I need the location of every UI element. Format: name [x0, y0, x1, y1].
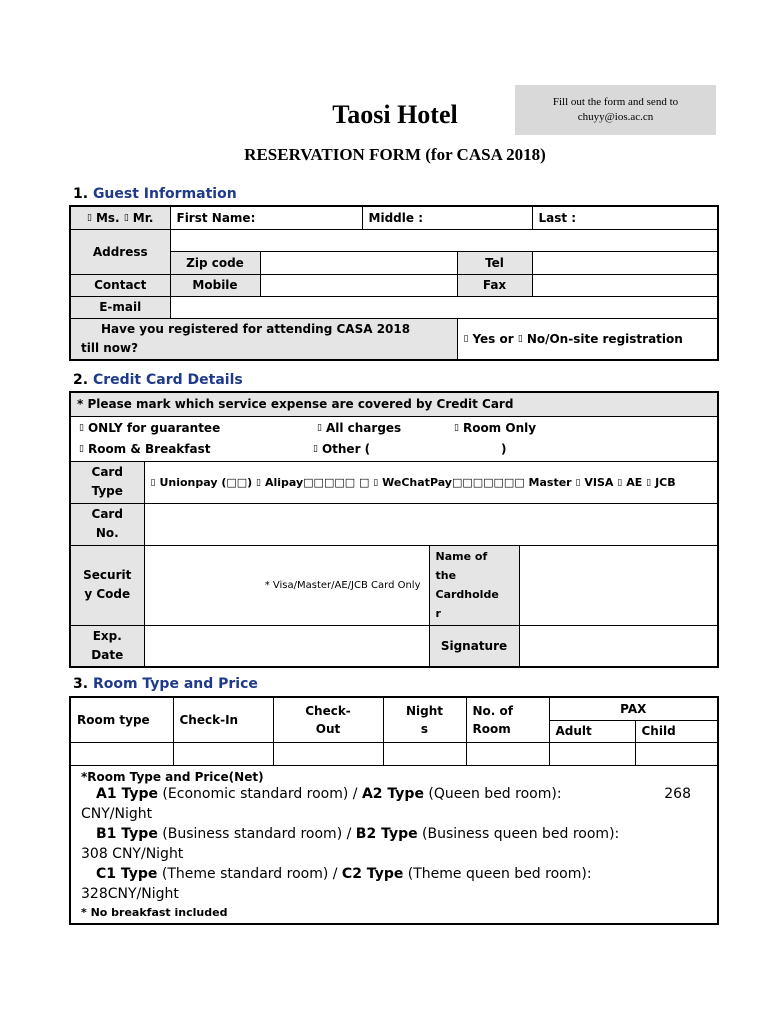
checkbox-icon[interactable]: ▯ [454, 423, 459, 433]
card-type-line1: Card [91, 465, 123, 479]
middle-name-field[interactable]: Middle : [362, 206, 532, 229]
note-email: chuyy@ios.ac.cn [577, 111, 654, 123]
section-title: Guest Information [92, 186, 237, 202]
checkbox-icon[interactable]: ▯ [256, 477, 261, 488]
registered-answer[interactable] [457, 318, 718, 360]
form-title: RESERVATION FORM (for CASA 2018) [244, 145, 546, 164]
b-price: 308 CNY/Night [81, 845, 184, 862]
price-b [81, 824, 707, 864]
room-type-input[interactable] [70, 742, 173, 765]
c2-type: C2 Type [341, 865, 404, 882]
check-in-input[interactable] [173, 742, 273, 765]
checkbox-icon[interactable]: ▯ [79, 423, 84, 433]
fax-label: Fax [457, 274, 532, 296]
holder-line1: Name of [435, 550, 488, 563]
checkbox-icon[interactable]: ▯ [79, 444, 84, 454]
mobile-label: Mobile [170, 274, 260, 296]
holder-line2: the [435, 569, 457, 582]
guest-info-table [69, 205, 719, 361]
child-input[interactable] [635, 742, 718, 765]
no-room-input[interactable] [466, 742, 549, 765]
registered-question [70, 318, 457, 360]
card-no-label [70, 503, 144, 545]
card-type-unionpay: Unionpay (□□) [159, 475, 253, 489]
section-2-heading [73, 372, 243, 388]
price-c [81, 864, 707, 904]
b2-type: B2 Type [355, 825, 418, 842]
option-label: ONLY for guarantee [87, 420, 221, 435]
option-room-breakfast[interactable] [79, 442, 210, 456]
section-number: 1. [73, 186, 89, 202]
option-label: Other ( [321, 441, 371, 456]
c1-type: C1 Type [96, 865, 158, 882]
mark-note: * Please mark which service expense are covered by Credit Card [70, 392, 718, 416]
price-a [81, 784, 707, 824]
a1-desc: (Economic standard room) / [157, 785, 362, 802]
option-label: All charges [325, 420, 402, 435]
no-room-line2: Room [472, 721, 511, 736]
checkbox-icon[interactable]: ▯ [123, 213, 129, 224]
email-label: E-mail [70, 296, 170, 318]
checkbox-icon[interactable]: ▯ [150, 477, 156, 488]
card-type-options[interactable] [144, 461, 718, 503]
expense-options [70, 416, 718, 461]
room-table [69, 696, 719, 925]
exp-line1: Exp. [92, 628, 122, 643]
card-type-line2: Type [91, 484, 123, 498]
zip-field[interactable] [260, 251, 457, 274]
checkbox-icon[interactable]: ▯ [646, 477, 652, 488]
first-name-field[interactable]: First Name: [170, 206, 362, 229]
c2-desc: (Theme queen bed room): [403, 865, 592, 882]
checkbox-icon[interactable]: ▯ [463, 334, 469, 345]
adult-header: Adult [549, 720, 635, 742]
breakfast-note: * No breakfast included [81, 905, 228, 919]
cardholder-name-field[interactable] [519, 545, 718, 625]
c-price: 328CNY/Night [81, 885, 179, 902]
note-line-1: Fill out the form and send to [552, 96, 679, 108]
pax-header: PAX [549, 697, 718, 720]
a-price-unit: CNY/Night [81, 805, 153, 822]
credit-card-table [69, 391, 719, 668]
price-heading: *Room Type and Price(Net) [81, 769, 264, 784]
section-number: 3. [73, 676, 89, 692]
option-other[interactable] [313, 442, 370, 456]
check-out-line1: Check- [305, 703, 351, 718]
card-type-ae: AE [626, 475, 643, 489]
b2-desc: (Business queen bed room): [417, 825, 620, 842]
card-no-field[interactable] [144, 503, 718, 545]
mobile-field[interactable] [260, 274, 457, 296]
section-title: Room Type and Price [92, 676, 258, 692]
title-checkboxes[interactable] [70, 206, 170, 229]
signature-field[interactable] [519, 625, 718, 667]
adult-input[interactable] [549, 742, 635, 765]
exp-date-label [70, 625, 144, 667]
zip-label: Zip code [170, 251, 260, 274]
ms-label: Ms. [95, 210, 120, 225]
a2-desc: (Queen bed room): [423, 785, 562, 802]
checkbox-icon[interactable]: ▯ [317, 423, 322, 433]
signature-label: Signature [429, 625, 519, 667]
b1-type: B1 Type [96, 825, 158, 842]
last-name-field[interactable]: Last : [532, 206, 718, 229]
check-out-input[interactable] [273, 742, 383, 765]
child-header: Child [635, 720, 718, 742]
c1-desc: (Theme standard room) / [157, 865, 342, 882]
check-out-line2: Out [315, 721, 341, 736]
section-1-heading [73, 186, 237, 202]
registered-question-line2: till now? [81, 340, 139, 355]
fax-field[interactable] [532, 274, 718, 296]
address-field[interactable] [170, 229, 718, 251]
a2-type: A2 Type [361, 785, 424, 802]
option-all-charges[interactable] [317, 421, 401, 435]
room-price-info [70, 765, 718, 924]
security-line1: Securit [83, 568, 132, 582]
option-only-guarantee[interactable] [79, 421, 220, 435]
checkbox-icon[interactable]: ▯ [87, 213, 92, 224]
check-in-header: Check-In [173, 697, 273, 742]
security-code-label [70, 545, 144, 625]
b1-desc: (Business standard room) / [157, 825, 356, 842]
room-type-header: Room type [70, 697, 173, 742]
cardholder-name-label [429, 545, 519, 625]
checkbox-icon[interactable]: ▯ [617, 477, 623, 488]
option-label: Room & Breakfast [87, 441, 211, 456]
checkbox-icon[interactable]: ▯ [575, 477, 581, 488]
section-title: Credit Card Details [92, 372, 243, 388]
card-no-line1: Card [91, 507, 123, 521]
no-label: No/On-site registration [526, 331, 683, 346]
security-code-field[interactable]: * Visa/Master/AE/JCB Card Only [144, 545, 429, 625]
card-type-label [70, 461, 144, 503]
exp-line2: Date [91, 647, 124, 662]
tel-field[interactable] [532, 251, 718, 274]
tel-label: Tel [457, 251, 532, 274]
card-type-visa: VISA [584, 475, 614, 489]
card-no-line2: No. [95, 526, 119, 540]
nights-line2: s [420, 721, 429, 736]
yes-label: Yes or [472, 331, 514, 346]
option-other-close: ) [501, 441, 507, 456]
nights-input[interactable] [383, 742, 466, 765]
section-3-heading [73, 676, 258, 692]
option-label: Room Only [462, 420, 537, 435]
section-number: 2. [73, 372, 89, 388]
card-type-jcb: JCB [655, 475, 676, 489]
contact-label: Contact [70, 274, 170, 296]
holder-line3: Cardholde [435, 588, 499, 601]
email-field[interactable] [170, 296, 718, 318]
a1-type: A1 Type [96, 785, 158, 802]
registered-question-line1: Have you registered for attending CASA 2018 [101, 321, 411, 336]
checkbox-icon[interactable]: ▯ [373, 477, 379, 488]
checkbox-icon[interactable]: ▯ [517, 334, 523, 345]
option-room-only[interactable] [454, 421, 536, 435]
mr-label: Mr. [132, 210, 154, 225]
check-out-header [273, 697, 383, 742]
exp-date-field[interactable] [144, 625, 429, 667]
nights-line1: Night [405, 703, 444, 718]
no-room-line1: No. of [472, 703, 513, 718]
card-type-wechat-master: WeChatPay□□□□□□□ Master [382, 475, 572, 489]
checkbox-icon[interactable]: ▯ [313, 444, 318, 454]
a-price-num: 268 [664, 785, 691, 802]
holder-line4: r [435, 607, 441, 620]
card-type-alipay: Alipay□□□□□ □ [264, 475, 370, 489]
hotel-name: Taosi Hotel [332, 100, 458, 129]
address-label: Address [70, 229, 170, 274]
nights-header [383, 697, 466, 742]
no-room-header [466, 697, 549, 742]
security-line2: y Code [84, 587, 131, 601]
